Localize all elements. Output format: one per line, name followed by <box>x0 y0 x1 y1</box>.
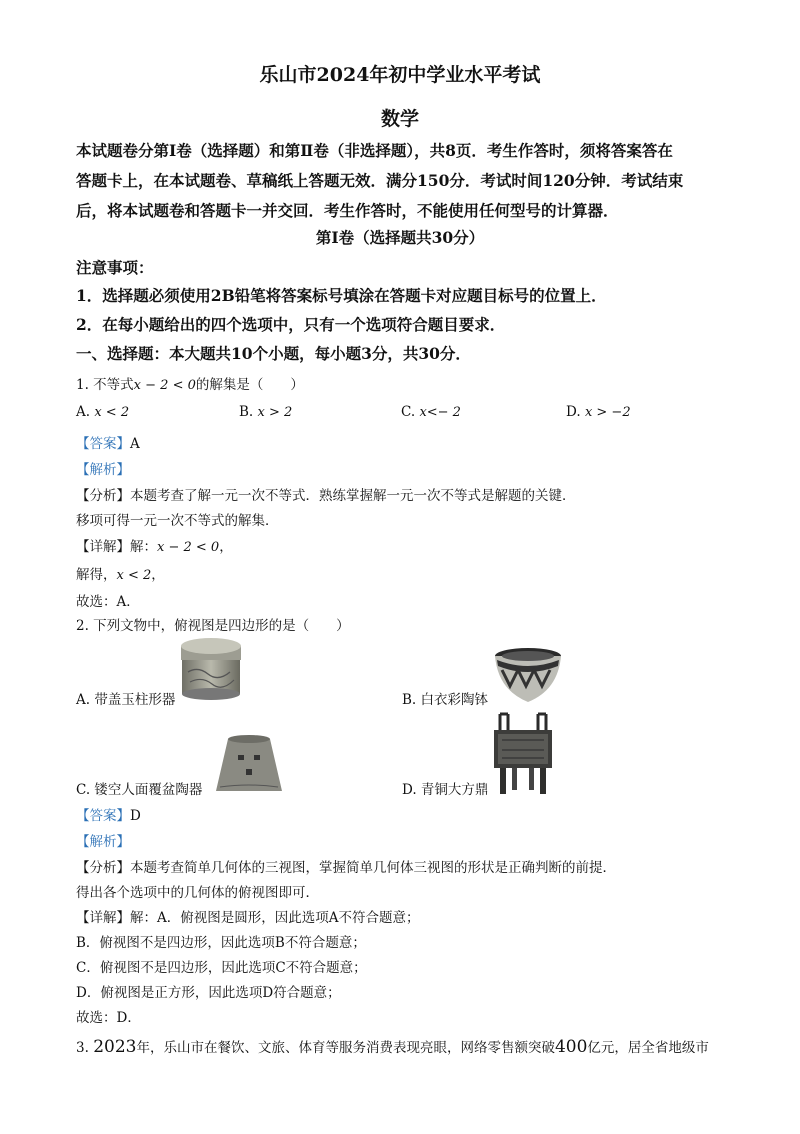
answer-tag: 【答案】 <box>76 436 130 452</box>
q1-stem-math: x − 2 < 0 <box>133 378 196 393</box>
q2-fenxi: 【分析】本题考查简单几何体的三视图，掌握简单几何体三视图的形状是正确判断的前提． <box>76 860 616 876</box>
section-title: 第Ⅰ卷（选择题共30分） <box>315 228 485 247</box>
intro-line-3: 后，将本试题卷和答题卡一并交回．考生作答时，不能使用任何型号的计算器． <box>76 201 619 220</box>
q2-detail-1: 【详解】解：A．俯视图是圆形，因此选项A不符合题意； <box>76 910 420 926</box>
q1-option-a <box>76 404 129 420</box>
answer-value: A <box>130 436 140 452</box>
q1-analysis-tag: 【解析】 <box>76 462 130 478</box>
exam-title: 乐山市2024年初中学业水平考试 <box>259 64 541 86</box>
solve-punct: ， <box>151 567 165 583</box>
option-label: A. <box>76 404 91 420</box>
q3-text: 年，乐山市在餐饮、文旅、体育等服务消费表现亮眼，网络零售额突破 <box>136 1040 555 1056</box>
q2-stem: 2. 下列文物中，俯视图是四边形的是（ ） <box>76 618 350 634</box>
solve-label: 解得， <box>76 567 117 583</box>
answer-value: D <box>130 808 141 824</box>
q2-choose: 故选：D． <box>76 1010 141 1026</box>
intro-line-1: 本试题卷分第Ⅰ卷（选择题）和第Ⅱ卷（非选择题），共8页．考生作答时，须将答案答在 <box>76 141 673 160</box>
q3-number-value: 400 <box>554 1037 588 1057</box>
q3-year: 2023 <box>93 1037 137 1057</box>
q2-option-b: B. 白衣彩陶钵 <box>402 692 489 708</box>
option-label: D. <box>566 404 581 420</box>
option-math: x > 2 <box>257 405 293 420</box>
q3-number: 3. <box>76 1040 89 1056</box>
q1-solve <box>76 563 165 583</box>
q2-detail-3: C．俯视图不是四边形，因此选项C不符合题意； <box>76 960 367 976</box>
subject-title: 数学 <box>380 108 419 130</box>
option-label: C. <box>401 404 416 420</box>
note-1: 1．选择题必须使用2B铅笔将答案标号填涂在答题卡对应题目标号的位置上． <box>76 286 607 305</box>
q1-answer <box>76 432 140 452</box>
q1-detail <box>76 535 233 555</box>
note-2: 2．在每小题给出的四个选项中，只有一个选项符合题目要求． <box>76 315 506 334</box>
q2-detail-2: B．俯视图不是四边形，因此选项B不符合题意； <box>76 935 366 951</box>
mask-pot-icon <box>214 735 284 795</box>
q2-analysis-tag: 【解析】 <box>76 834 130 850</box>
option-math: x > −2 <box>584 405 631 420</box>
q1-option-c <box>401 404 461 420</box>
q2-answer <box>76 804 141 824</box>
q1-fenxi: 【分析】本题考查了解一元一次不等式．熟练掌握解一元一次不等式是解题的关键． <box>76 488 576 504</box>
q1-choose: 故选：A． <box>76 594 140 610</box>
option-math: x < 2 <box>94 405 130 420</box>
option-label: B. <box>239 404 254 420</box>
jade-cylinder-icon <box>178 636 244 702</box>
q1-stem <box>76 373 304 393</box>
q1-stem-text-2: 的解集是（ ） <box>195 377 304 393</box>
detail-punct: ， <box>219 539 233 555</box>
q1-stem-text: 1. 不等式 <box>76 377 134 393</box>
q3-stem <box>76 1036 709 1057</box>
intro-line-2: 答题卡上，在本试题卷、草稿纸上答题无效．满分150分．考试时间120分钟．考试结束 <box>76 171 684 190</box>
q2-option-c: C. 镂空人面覆盆陶器 <box>76 782 203 798</box>
answer-tag: 【答案】 <box>76 808 130 824</box>
detail-label: 【详解】解： <box>76 539 157 555</box>
q2-detail-4: D．俯视图是正方形，因此选项D符合题意； <box>76 985 341 1001</box>
notes-title: 注意事项： <box>76 258 154 277</box>
detail-math: x − 2 < 0 <box>157 540 220 555</box>
option-math: x<− 2 <box>419 405 461 420</box>
bronze-ding-icon <box>490 710 556 796</box>
pottery-bowl-icon <box>492 646 564 706</box>
q1-option-b <box>239 404 292 420</box>
q1-option-d <box>566 404 631 420</box>
q2-option-a: A. 带盖玉柱形器 <box>76 692 176 708</box>
q2-option-d: D. 青铜大方鼎 <box>402 782 489 798</box>
solve-math: x < 2 <box>116 568 152 583</box>
q2-fenxi-2: 得出各个选项中的几何体的俯视图即可． <box>76 885 319 901</box>
part-title: 一、选择题：本大题共10个小题，每小题3分，共30分． <box>76 344 471 363</box>
q1-fenxi-2: 移项可得一元一次不等式的解集． <box>76 513 279 529</box>
q3-text-2: 亿元，居全省地级市 <box>587 1040 709 1056</box>
